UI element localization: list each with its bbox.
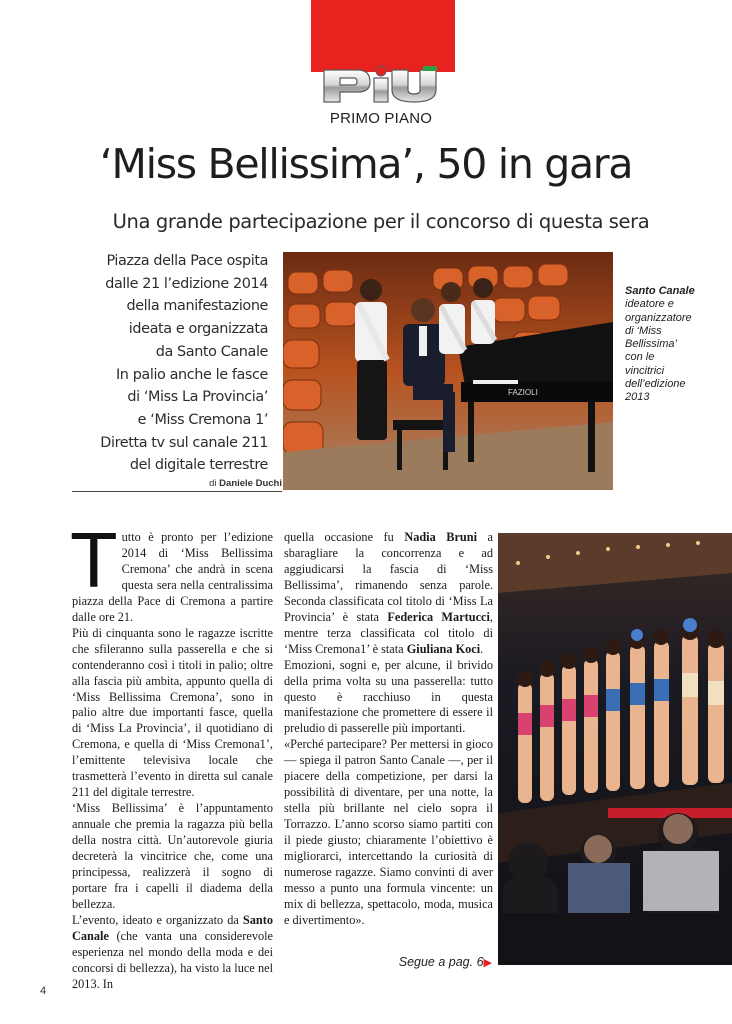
paragraph-text: , mentre terza classificata col titolo di ‘Miss Cremona1’ è stata [284,609,493,656]
paragraph-text: utto è pronto per l’edizione 2014 di ‘Miss Bellissima Cremona’ che andrà in scena questa sera nella centralissima piazza della Pace di Cremona a partire dalle ore 21. [72,530,273,624]
paragraph-text: quella occasione fu [284,530,405,544]
byline-rule [72,491,282,492]
deck-line: e ‘Miss Cremona 1’ [137,411,268,428]
deck-line: Piazza della Pace ospita [106,253,268,269]
person-name: Federica Martucci [387,609,490,624]
paragraph: ‘Miss Bellissima’ è l’appuntamento annuale che premia la ragazza più bella della nostra città. Un’autorevole giuria decreterà la vincitrice che, come una principessa, realizzerà il sogno di portare fra i capelli il diadema della bellezza. [72,801,273,911]
caption-line: di ‘Miss [625,324,662,337]
paragraph-text: (che vanta una considerevole esperienza nel mondo della moda e dei concorsi di bellezza), ha visto la luce nel 2013. In [72,928,273,991]
paragraph: Emozioni, sogni e, per alcune, il brivido della prima volta su una passerella: tutto questo è racchiuso in questa manifestazione che promettere di essere il preludio di passerelle più importanti. [284,657,493,736]
photo-winners-piano [283,252,613,490]
caption-line: ideatore e [625,298,674,311]
byline [72,478,282,489]
piano-brand: FAZIOLI [508,388,538,397]
paragraph [284,530,493,658]
paragraph [70,516,273,626]
caption-name: Santo Canale [625,285,695,297]
deck [60,250,268,477]
deck-line: da Santo Canale [155,343,268,360]
section-label: PRIMO PIANO [329,110,433,127]
deck-line: della manifestazione [126,298,268,315]
deck-line: di ‘Miss La Provincia’ [127,389,268,406]
body-column-1 [70,516,273,993]
paragraph: Più di cinquanta sono le ragazze iscritte che sfileranno sulla passerella e che si contenderanno così i titoli in palio; oltre alla fascia più ambita, appunto quella di ‘Miss Bellissima Cremona’, sono in palio altre due importanti fasce, quella di ‘Miss La Provincia’, il quotidiano di Cremona, e quella di ‘Miss Cremona1’, l’emittente televisiva locale che trasmetterà l’evento in diretta sul canale 211 del digitale terrestre. [72,625,273,800]
caption-line: dell’edizione [625,378,686,391]
paragraph-text: L’evento, ideato e organizzato da [72,912,243,927]
person-name: Giuliana Koci [406,641,481,656]
paragraph-text: a sbaragliare la concorrenza e ad aggiudicarsi la fascia di ‘Miss Bellissima’, rimanendo senza parole. Seconda classificata col titolo di ‘Miss La Provincia’ è stata [284,530,493,624]
paragraph: «Perché partecipare? Per mettersi in gioco — spiega il patron Santo Canale —, per il piacere della competizione, per darsi la possibilità di diventare, per una notte, la stella più brillante nel cielo sopra il Torrazzo. L’anno scorso siamo partiti con il piede giusto; chiaramente l’obiettivo è migliorarci, intercettando la curiosità di numerose ragazze. Siamo convinti di aver messo a punto una formula vincente: un mix di bellezza, spettacolo, moda, musica e divertimento». [284,737,493,927]
person-name: Santo Canale [72,912,273,943]
subheadline: Una grande partecipazione per il concorso di questa sera [112,210,650,233]
body-column-2 [284,530,493,929]
caption-line: vincitrici [625,364,665,377]
headline: ‘Miss Bellissima’, 50 in gara [99,140,633,188]
deck-line: del digitale terrestre [129,457,268,474]
caption-line: con le [625,351,655,364]
deck-line: In palio anche le fasce [115,366,268,383]
byline-prefix: di [209,478,217,489]
caption-line: organizzatore [625,311,692,324]
photo-runway-contestants [498,533,732,965]
byline-author: Daniele Duchi [219,478,282,489]
caption-line: Bellissima’ [625,338,677,351]
deck-line: dalle 21 l’edizione 2014 [105,275,268,292]
photo-caption [625,285,730,405]
paragraph-text: . [480,641,484,656]
logo-text: PiU [320,64,322,65]
continued-link[interactable] [384,955,492,969]
deck-line: Diretta tv sul canale 211 [100,434,268,451]
triangle-right-icon: ▶ [483,957,492,969]
drop-cap: T [70,516,118,604]
person-name: Nadia Bruni [404,530,478,544]
masthead-red-tab [311,0,455,72]
page-number: 4 [40,985,47,997]
continued-text: Segue a pag. 6 [398,955,484,969]
deck-line: ideata e organizzata [128,321,268,338]
paragraph [72,913,273,993]
caption-line: 2013 [625,391,650,404]
piu-logo [320,64,444,106]
